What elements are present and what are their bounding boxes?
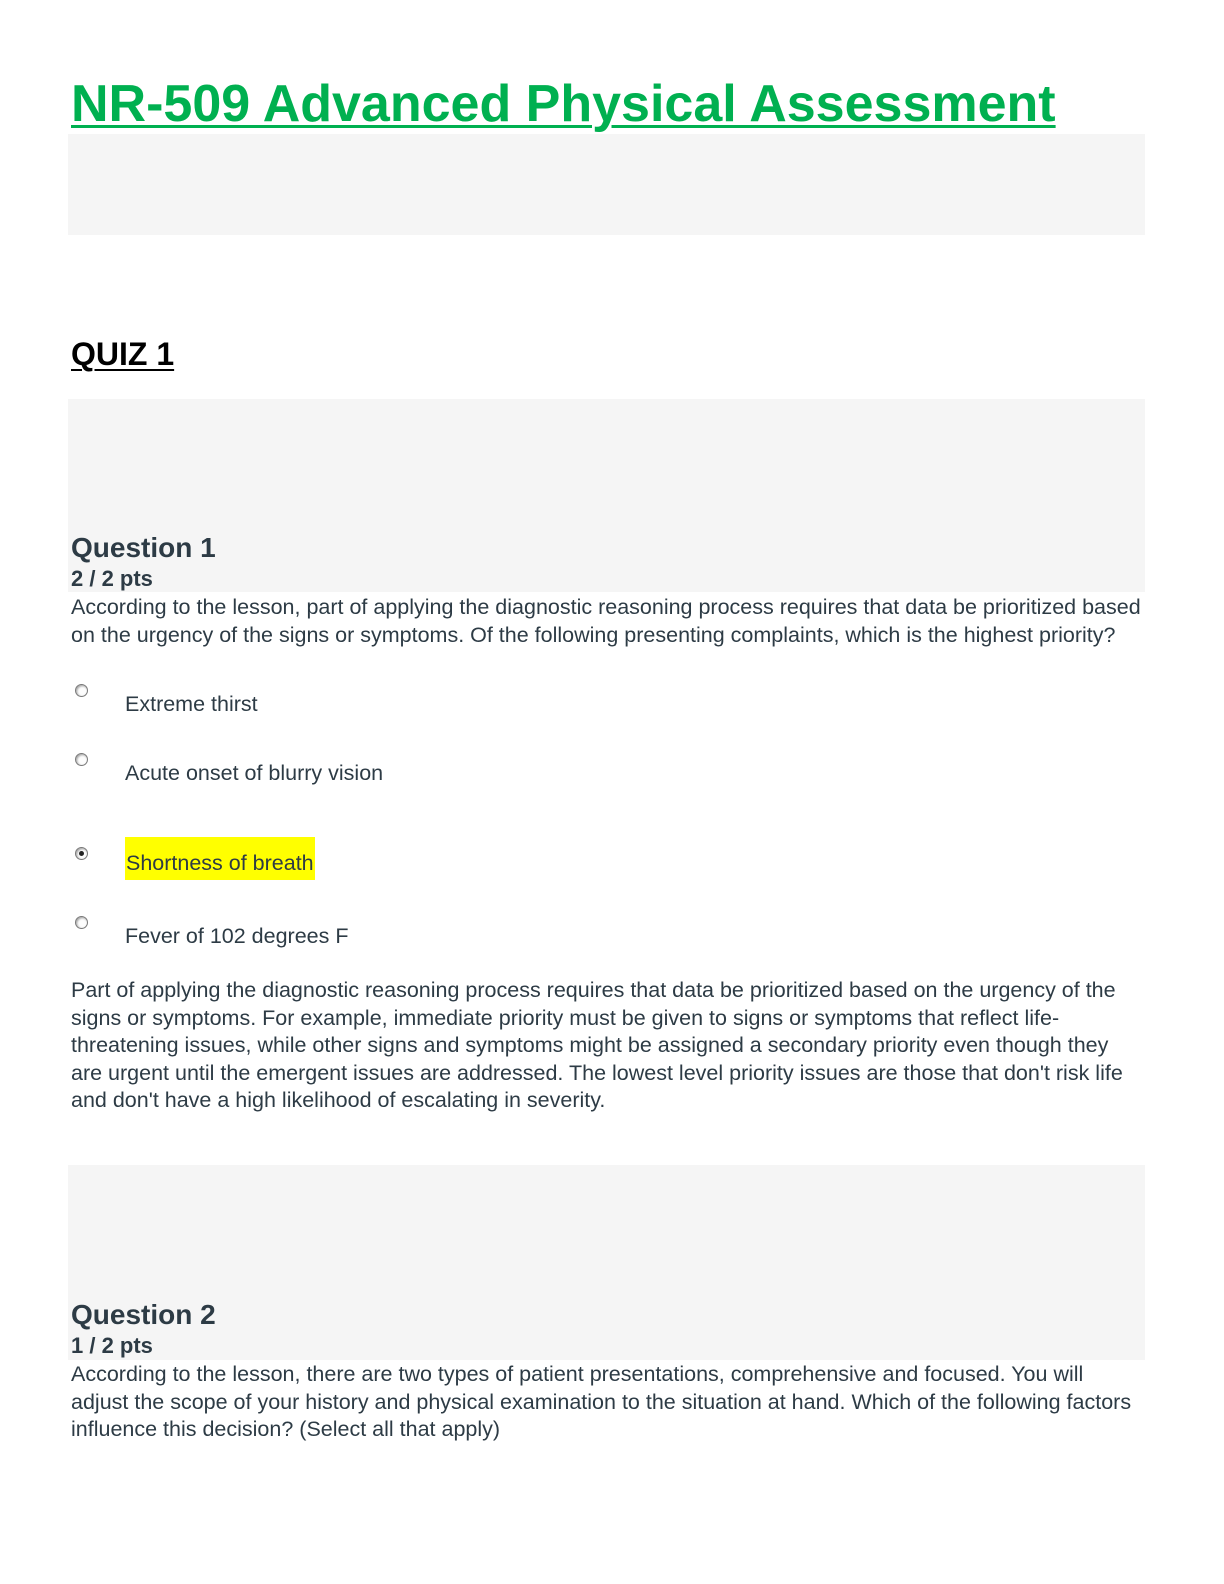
option-label: Fever of 102 degrees F — [125, 924, 349, 948]
question-2-header-band — [68, 1165, 1145, 1360]
question-1-points: 2 / 2 pts — [71, 566, 153, 591]
question-1-header-band — [68, 399, 1145, 592]
header-band — [68, 134, 1145, 235]
question-2-heading: Question 2 — [71, 1299, 216, 1330]
radio-unselected-icon[interactable] — [75, 916, 88, 929]
question-2-points: 1 / 2 pts — [71, 1333, 153, 1358]
radio-selected-icon[interactable] — [75, 847, 88, 860]
option-label-highlighted — [125, 837, 315, 880]
question-2-text: According to the lesson, there are two types of patient presentations, comprehensive and focused. You will adjust the scope of your history and physical examination to the situation at hand. Which of the following factors influence this decision? (Select all that apply) — [71, 1362, 1132, 1441]
question-1-text: According to the lesson, part of applying the diagnostic reasoning process requires that data be prioritized based on the urgency of the signs or symptoms. Of the following presenting complaints, which is the highest priority? — [71, 595, 1141, 647]
radio-unselected-icon[interactable] — [75, 684, 88, 697]
option-label: Acute onset of blurry vision — [125, 761, 384, 785]
question-1-heading: Question 1 — [71, 532, 216, 563]
radio-unselected-icon[interactable] — [75, 753, 88, 766]
question-1-explanation: Part of applying the diagnostic reasoning process requires that data be prioritized based on the urgency of the signs or symptoms. For example, immediate priority must be given to signs or symptoms that reflect life-threatening issues, while other signs and symptoms might be assigned a secondary priority even though they are urgent until the emergent issues are addressed. The lowest level priority issues are those that don't risk life and don't have a high likelihood of escalating in severity. — [71, 978, 1123, 1112]
option-label: Extreme thirst — [125, 692, 258, 716]
quiz-title: QUIZ 1 — [71, 336, 175, 372]
document-title: NR-509 Advanced Physical Assessment — [71, 75, 1056, 133]
option-label-text: Shortness of breath — [126, 851, 314, 875]
